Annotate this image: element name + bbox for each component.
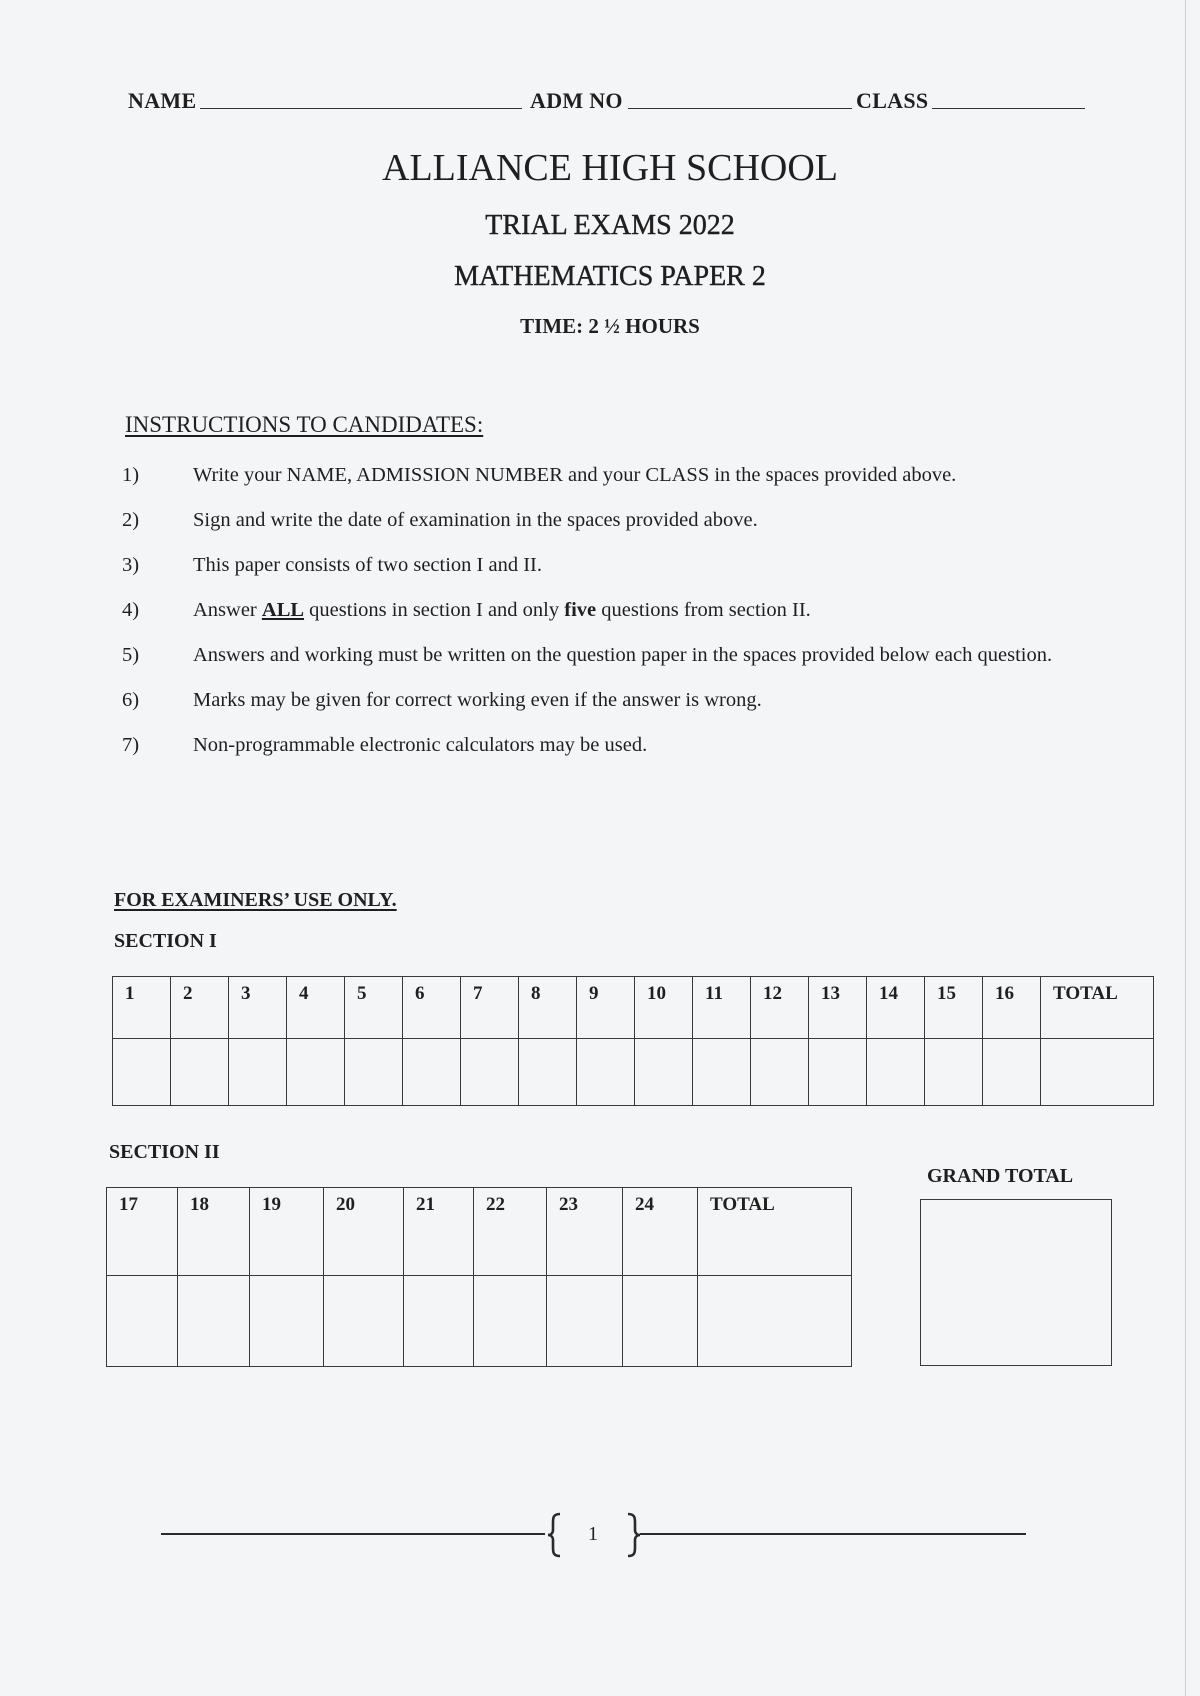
section-2-question-19-header: 19 bbox=[250, 1188, 324, 1276]
footer-right-rule bbox=[640, 1533, 1026, 1535]
instruction-number: 6) bbox=[122, 689, 140, 711]
section-1-question-10-score-cell bbox=[635, 1039, 693, 1106]
instruction-text bbox=[193, 597, 1073, 623]
instruction-item bbox=[122, 732, 1082, 758]
page-number: 1 bbox=[588, 1523, 598, 1545]
instruction-item bbox=[122, 507, 1082, 533]
section-1-question-7-header: 7 bbox=[461, 977, 519, 1039]
instruction-text: Marks may be given for correct working even if the answer is wrong. bbox=[193, 689, 762, 711]
instruction-emphasis-all: ALL bbox=[261, 599, 305, 621]
section-2-question-22-score-cell bbox=[474, 1276, 547, 1367]
instruction-text: Answers and working must be written on the question paper in the spaces provided below each question. bbox=[193, 644, 1053, 666]
section-2-question-24-score-cell bbox=[623, 1276, 698, 1367]
section-1-question-6-header: 6 bbox=[403, 977, 461, 1039]
instruction-text: This paper consists of two section I and II. bbox=[193, 554, 542, 576]
instruction-emphasis-five: five bbox=[564, 599, 597, 621]
section-1-question-1-score-cell bbox=[113, 1039, 171, 1106]
instruction-item bbox=[122, 687, 1082, 713]
section-2-question-18-header: 18 bbox=[178, 1188, 250, 1276]
instruction-text-part: Answer bbox=[193, 599, 262, 621]
instructions-heading: INSTRUCTIONS TO CANDIDATES: bbox=[125, 412, 484, 437]
section-2-question-17-header: 17 bbox=[107, 1188, 178, 1276]
section-2-question-18-score-cell bbox=[178, 1276, 250, 1367]
section-1-question-16-header: 16 bbox=[983, 977, 1041, 1039]
class-blank-line bbox=[932, 108, 1085, 109]
instruction-item bbox=[122, 597, 1082, 623]
instruction-text: Sign and write the date of examination in the spaces provided above. bbox=[193, 509, 758, 531]
section-2-question-22-header: 22 bbox=[474, 1188, 547, 1276]
instruction-text-part: questions in section I and only bbox=[304, 599, 565, 621]
instruction-text: Write your NAME, ADMISSION NUMBER and your CLASS in the spaces provided above. bbox=[193, 464, 957, 486]
section-1-question-10-header: 10 bbox=[635, 977, 693, 1039]
instruction-number: 3) bbox=[122, 554, 140, 576]
instruction-text: Non-programmable electronic calculators may be used. bbox=[193, 734, 648, 756]
instruction-number: 4) bbox=[122, 599, 140, 621]
section-1-question-16-score-cell bbox=[983, 1039, 1041, 1106]
paper-title: MATHEMATICS PAPER 2 bbox=[454, 261, 766, 292]
instruction-number: 5) bbox=[122, 644, 140, 666]
section-2-question-17-score-cell bbox=[107, 1276, 178, 1367]
section-1-header-row bbox=[113, 977, 1154, 1039]
adm-no-label: ADM NO bbox=[530, 88, 623, 113]
section-2-total-score-cell bbox=[698, 1276, 852, 1367]
section-1-score-row bbox=[113, 1039, 1154, 1106]
instruction-item bbox=[122, 642, 1082, 668]
section-1-question-14-score-cell bbox=[867, 1039, 925, 1106]
section-2-question-20-header: 20 bbox=[324, 1188, 404, 1276]
section-1-total-score-cell bbox=[1041, 1039, 1154, 1106]
instruction-number: 1) bbox=[122, 464, 140, 486]
section-1-question-5-score-cell bbox=[345, 1039, 403, 1106]
section-1-question-13-header: 13 bbox=[809, 977, 867, 1039]
section-1-question-11-score-cell bbox=[693, 1039, 751, 1106]
section-1-question-3-header: 3 bbox=[229, 977, 287, 1039]
instruction-text-part: questions from section II. bbox=[596, 599, 811, 621]
instruction-number: 2) bbox=[122, 509, 140, 531]
name-blank-line bbox=[200, 108, 522, 109]
time-allowed: TIME: 2 ½ HOURS bbox=[520, 314, 700, 338]
section-1-question-8-header: 8 bbox=[519, 977, 577, 1039]
section-1-label: SECTION I bbox=[114, 930, 217, 952]
section-2-score-row bbox=[107, 1276, 852, 1367]
instruction-item bbox=[122, 552, 1082, 578]
section-1-question-2-score-cell bbox=[171, 1039, 229, 1106]
section-1-question-9-score-cell bbox=[577, 1039, 635, 1106]
instruction-item bbox=[122, 462, 1082, 488]
section-2-question-20-score-cell bbox=[324, 1276, 404, 1367]
adm-no-blank-line bbox=[628, 108, 852, 109]
section-1-total-header: TOTAL bbox=[1041, 977, 1154, 1039]
section-2-question-21-score-cell bbox=[404, 1276, 474, 1367]
section-1-question-13-score-cell bbox=[809, 1039, 867, 1106]
examiners-use-heading: FOR EXAMINERS’ USE ONLY. bbox=[114, 889, 397, 911]
scan-edge-line bbox=[1185, 0, 1186, 1696]
instruction-number: 7) bbox=[122, 734, 140, 756]
section-1-question-15-score-cell bbox=[925, 1039, 983, 1106]
section-1-question-1-header: 1 bbox=[113, 977, 171, 1039]
section-1-question-12-header: 12 bbox=[751, 977, 809, 1039]
grand-total-box bbox=[920, 1199, 1112, 1366]
instructions-list bbox=[122, 462, 1082, 777]
class-label: CLASS bbox=[856, 88, 929, 113]
name-label: NAME bbox=[128, 88, 197, 113]
section-2-header-row bbox=[107, 1188, 852, 1276]
exam-title: TRIAL EXAMS 2022 bbox=[485, 210, 735, 241]
right-brace-icon bbox=[626, 1512, 642, 1558]
section-1-question-14-header: 14 bbox=[867, 977, 925, 1039]
section-2-question-23-header: 23 bbox=[547, 1188, 623, 1276]
section-2-question-21-header: 21 bbox=[404, 1188, 474, 1276]
section-1-question-5-header: 5 bbox=[345, 977, 403, 1039]
section-2-question-23-score-cell bbox=[547, 1276, 623, 1367]
section-1-question-4-score-cell bbox=[287, 1039, 345, 1106]
section-1-question-12-score-cell bbox=[751, 1039, 809, 1106]
section-1-question-15-header: 15 bbox=[925, 977, 983, 1039]
section-1-question-3-score-cell bbox=[229, 1039, 287, 1106]
section-1-question-6-score-cell bbox=[403, 1039, 461, 1106]
section-1-question-2-header: 2 bbox=[171, 977, 229, 1039]
section-2-score-table bbox=[106, 1187, 852, 1367]
section-2-label: SECTION II bbox=[109, 1141, 220, 1163]
section-2-question-24-header: 24 bbox=[623, 1188, 698, 1276]
section-1-score-table bbox=[112, 976, 1154, 1106]
section-1-question-9-header: 9 bbox=[577, 977, 635, 1039]
section-1-question-11-header: 11 bbox=[693, 977, 751, 1039]
grand-total-label: GRAND TOTAL bbox=[927, 1165, 1074, 1187]
section-1-question-7-score-cell bbox=[461, 1039, 519, 1106]
school-name: ALLIANCE HIGH SCHOOL bbox=[382, 147, 838, 189]
section-2-question-19-score-cell bbox=[250, 1276, 324, 1367]
left-brace-icon bbox=[546, 1512, 562, 1558]
section-1-question-8-score-cell bbox=[519, 1039, 577, 1106]
footer-left-rule bbox=[161, 1533, 545, 1535]
section-1-question-4-header: 4 bbox=[287, 977, 345, 1039]
section-2-total-header: TOTAL bbox=[698, 1188, 852, 1276]
